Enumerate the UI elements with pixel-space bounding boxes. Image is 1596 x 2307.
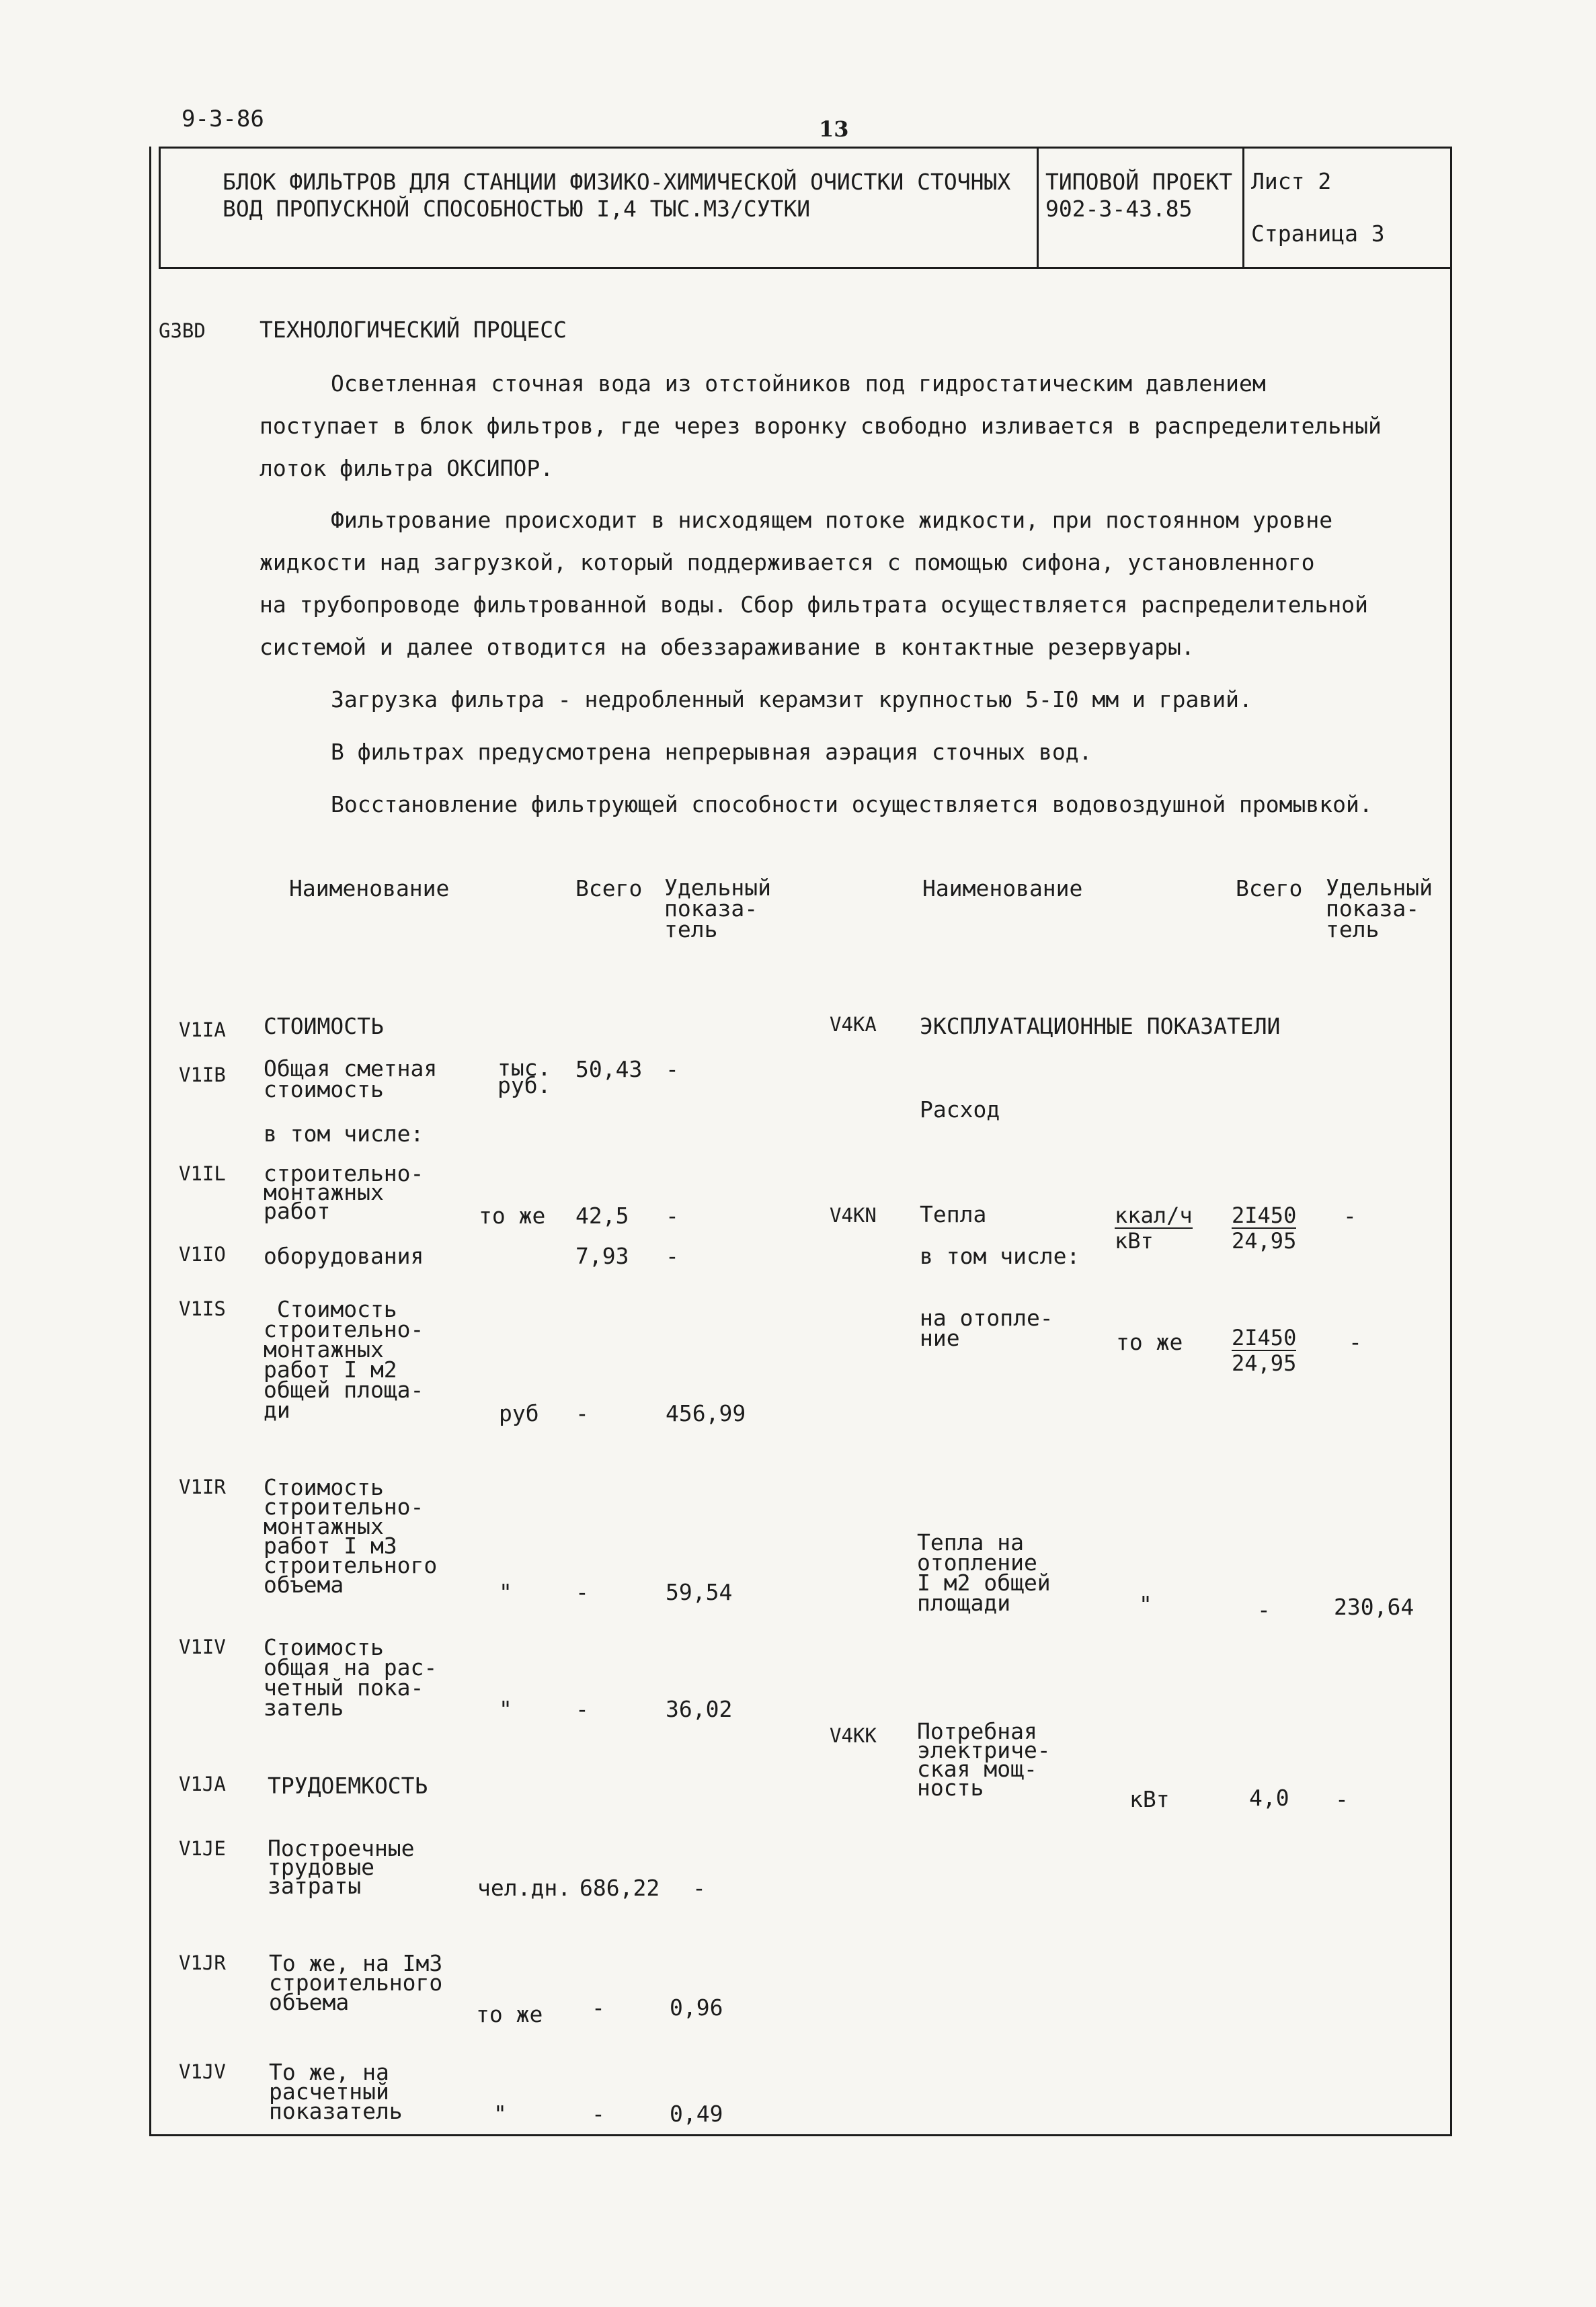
row-code: V1IB xyxy=(179,1063,226,1086)
row-specific: - xyxy=(666,1203,679,1229)
paragraph-line: на трубопроводе фильтрованной воды. Сбор фильтрата осуществляется распределительной xyxy=(260,592,1369,618)
row-unit: то же xyxy=(476,2001,543,2027)
row-total xyxy=(1232,1327,1296,1374)
total-numerator: 2I450 xyxy=(1232,1325,1297,1350)
unit-denominator: кВт xyxy=(1115,1228,1154,1254)
row-specific: - xyxy=(666,1243,679,1269)
row-specific: 0,49 xyxy=(670,2101,723,2127)
row-total: 4,0 xyxy=(1249,1785,1289,1811)
row-code: V1JA xyxy=(179,1773,226,1795)
paragraph-line: В фильтрах предусмотрена непрерывная аэрация сточных вод. xyxy=(331,739,1092,765)
header-name-left: Наименование xyxy=(289,875,450,901)
row-total: 42,5 xyxy=(575,1203,629,1229)
row-unit: чел.дн. xyxy=(477,1875,571,1901)
paragraph-line: системой и далее отводится на обеззараживание в контактные резервуары. xyxy=(260,634,1195,660)
row-total: 50,43 xyxy=(575,1056,643,1082)
row-code: V1JE xyxy=(179,1837,226,1860)
row-code: V1IV xyxy=(179,1635,226,1658)
row-name: Потребная электриче- ская мощ- ность xyxy=(917,1718,1051,1801)
row-total xyxy=(1232,1205,1296,1252)
row-name: Расход xyxy=(920,1096,1000,1123)
total-denominator: 24,95 xyxy=(1232,1350,1297,1376)
row-total: - xyxy=(592,2101,605,2127)
row-code: V1IL xyxy=(179,1162,226,1185)
row-code: V4KK xyxy=(830,1724,877,1747)
row-code: V4KN xyxy=(830,1204,877,1227)
header-total-right: Всего xyxy=(1236,875,1303,901)
row-name: в том числе: xyxy=(264,1121,424,1147)
row-total: - xyxy=(1257,1596,1271,1623)
title-line-1: БЛОК ФИЛЬТРОВ ДЛЯ СТАНЦИИ ФИЗИКО-ХИМИЧЕСКОЙ ОЧИСТКИ СТОЧНЫХ xyxy=(223,169,1011,195)
row-name: Тепла xyxy=(920,1201,987,1227)
row-unit: то же xyxy=(1116,1329,1183,1355)
paragraph-line: жидкости над загрузкой, который поддерживается с помощью сифона, установленного xyxy=(260,549,1315,575)
row-code: V1JV xyxy=(179,2060,226,2083)
total-denominator: 24,95 xyxy=(1232,1228,1297,1254)
section-code: G3BD xyxy=(159,319,206,342)
page-number: 13 xyxy=(819,116,849,142)
row-code: V4KA xyxy=(830,1013,877,1036)
paragraph-line: Восстановление фильтрующей способности осуществляется водовоздушной промывкой. xyxy=(331,791,1373,817)
row-name: То же, на расчетный показатель xyxy=(269,2059,403,2124)
row-total: - xyxy=(575,1579,589,1605)
row-name: оборудования xyxy=(264,1243,424,1269)
row-total: 7,93 xyxy=(575,1243,629,1269)
row-specific: - xyxy=(692,1875,706,1901)
row-total: - xyxy=(592,1994,605,2021)
title-line-2: ВОД ПРОПУСКНОЙ СПОСОБНОСТЬЮ I,4 ТЫС.М3/СУТКИ xyxy=(223,196,811,222)
row-specific: - xyxy=(666,1056,679,1082)
row-unit: " xyxy=(499,1579,512,1605)
row-name: ТРУДОЕМКОСТЬ xyxy=(268,1773,428,1799)
paragraph-line: Осветленная сточная вода из отстойников под гидростатическим давлением xyxy=(331,370,1266,397)
row-name: Тепла на отопление I м2 общей площади xyxy=(917,1529,1051,1616)
section-title: ТЕХНОЛОГИЧЕСКИЙ ПРОЦЕСС xyxy=(260,317,567,343)
paragraph-line: поступает в блок фильтров, где через воронку свободно изливается в распределительный xyxy=(260,413,1382,439)
row-total: - xyxy=(575,1696,589,1722)
project-line-1: ТИПОВОЙ ПРОЕКТ xyxy=(1045,169,1233,195)
project-line-2: 902-3-43.85 xyxy=(1045,196,1193,222)
header-total-left: Всего xyxy=(575,875,643,901)
page-label: Страница 3 xyxy=(1251,220,1385,247)
row-code: V1JR xyxy=(179,1951,226,1974)
row-specific: - xyxy=(1335,1786,1349,1812)
row-code: V1IS xyxy=(179,1297,226,1320)
paragraph-line: лоток фильтра ОКСИПОР. xyxy=(260,455,554,481)
row-code: V1IO xyxy=(179,1243,226,1266)
row-unit: " xyxy=(499,1696,512,1722)
header-name-right: Наименование xyxy=(922,875,1083,901)
row-unit xyxy=(1115,1205,1193,1252)
total-numerator: 2I450 xyxy=(1232,1203,1297,1228)
row-name: Построечные трудовые затраты xyxy=(268,1835,415,1899)
row-unit: кВт xyxy=(1129,1786,1170,1812)
row-total: 686,22 xyxy=(580,1875,660,1901)
row-name: в том числе: xyxy=(920,1243,1080,1269)
row-unit: " xyxy=(1139,1591,1152,1617)
row-code: V1IR xyxy=(179,1475,226,1498)
row-specific: - xyxy=(1343,1203,1357,1229)
row-specific: 0,96 xyxy=(670,1994,723,2021)
row-specific: - xyxy=(1349,1329,1362,1355)
header-specific-left: Удельный показа- тель xyxy=(664,875,771,942)
row-total: - xyxy=(575,1400,589,1426)
row-unit: руб xyxy=(499,1400,539,1426)
row-unit: " xyxy=(493,2101,507,2127)
row-name: Общая сметная стоимость xyxy=(264,1055,438,1102)
row-name: Стоимость строительно- монтажных работ I м2 общей площа- ди xyxy=(264,1296,424,1423)
header-specific-right: Удельный показа- тель xyxy=(1326,875,1433,942)
row-specific: 59,54 xyxy=(666,1579,733,1605)
row-name: на отопле- ние xyxy=(920,1305,1053,1351)
row-name: ЭКСПЛУАТАЦИОННЫЕ ПОКАЗАТЕЛИ xyxy=(920,1013,1281,1039)
row-code: V1IA xyxy=(179,1018,226,1041)
unit-numerator: ккал/ч xyxy=(1115,1203,1193,1228)
row-specific: 456,99 xyxy=(666,1400,746,1426)
row-unit: тыс. руб. xyxy=(497,1055,551,1098)
paragraph-line: Загрузка фильтра - недробленный керамзит крупностью 5-I0 мм и гравий. xyxy=(331,686,1252,713)
row-name: То же, на Iм3 строительного объема xyxy=(269,1950,443,2015)
sheet-number: Лист 2 xyxy=(1251,168,1332,194)
document-date: 9-3-86 xyxy=(182,106,264,132)
row-specific: 230,64 xyxy=(1334,1594,1414,1620)
row-name: СТОИМОСТЬ xyxy=(264,1013,384,1039)
paragraph-line: Фильтрование происходит в нисходящем потоке жидкости, при постоянном уровне xyxy=(331,507,1333,533)
row-name: Стоимость строительно- монтажных работ I м3 строительного объема xyxy=(264,1474,438,1598)
row-name: Стоимость общая на рас- четный пока- затель xyxy=(264,1634,438,1721)
row-specific: 36,02 xyxy=(666,1696,733,1722)
row-unit: то же xyxy=(479,1203,546,1229)
row-name: строительно- монтажных работ xyxy=(264,1160,424,1224)
